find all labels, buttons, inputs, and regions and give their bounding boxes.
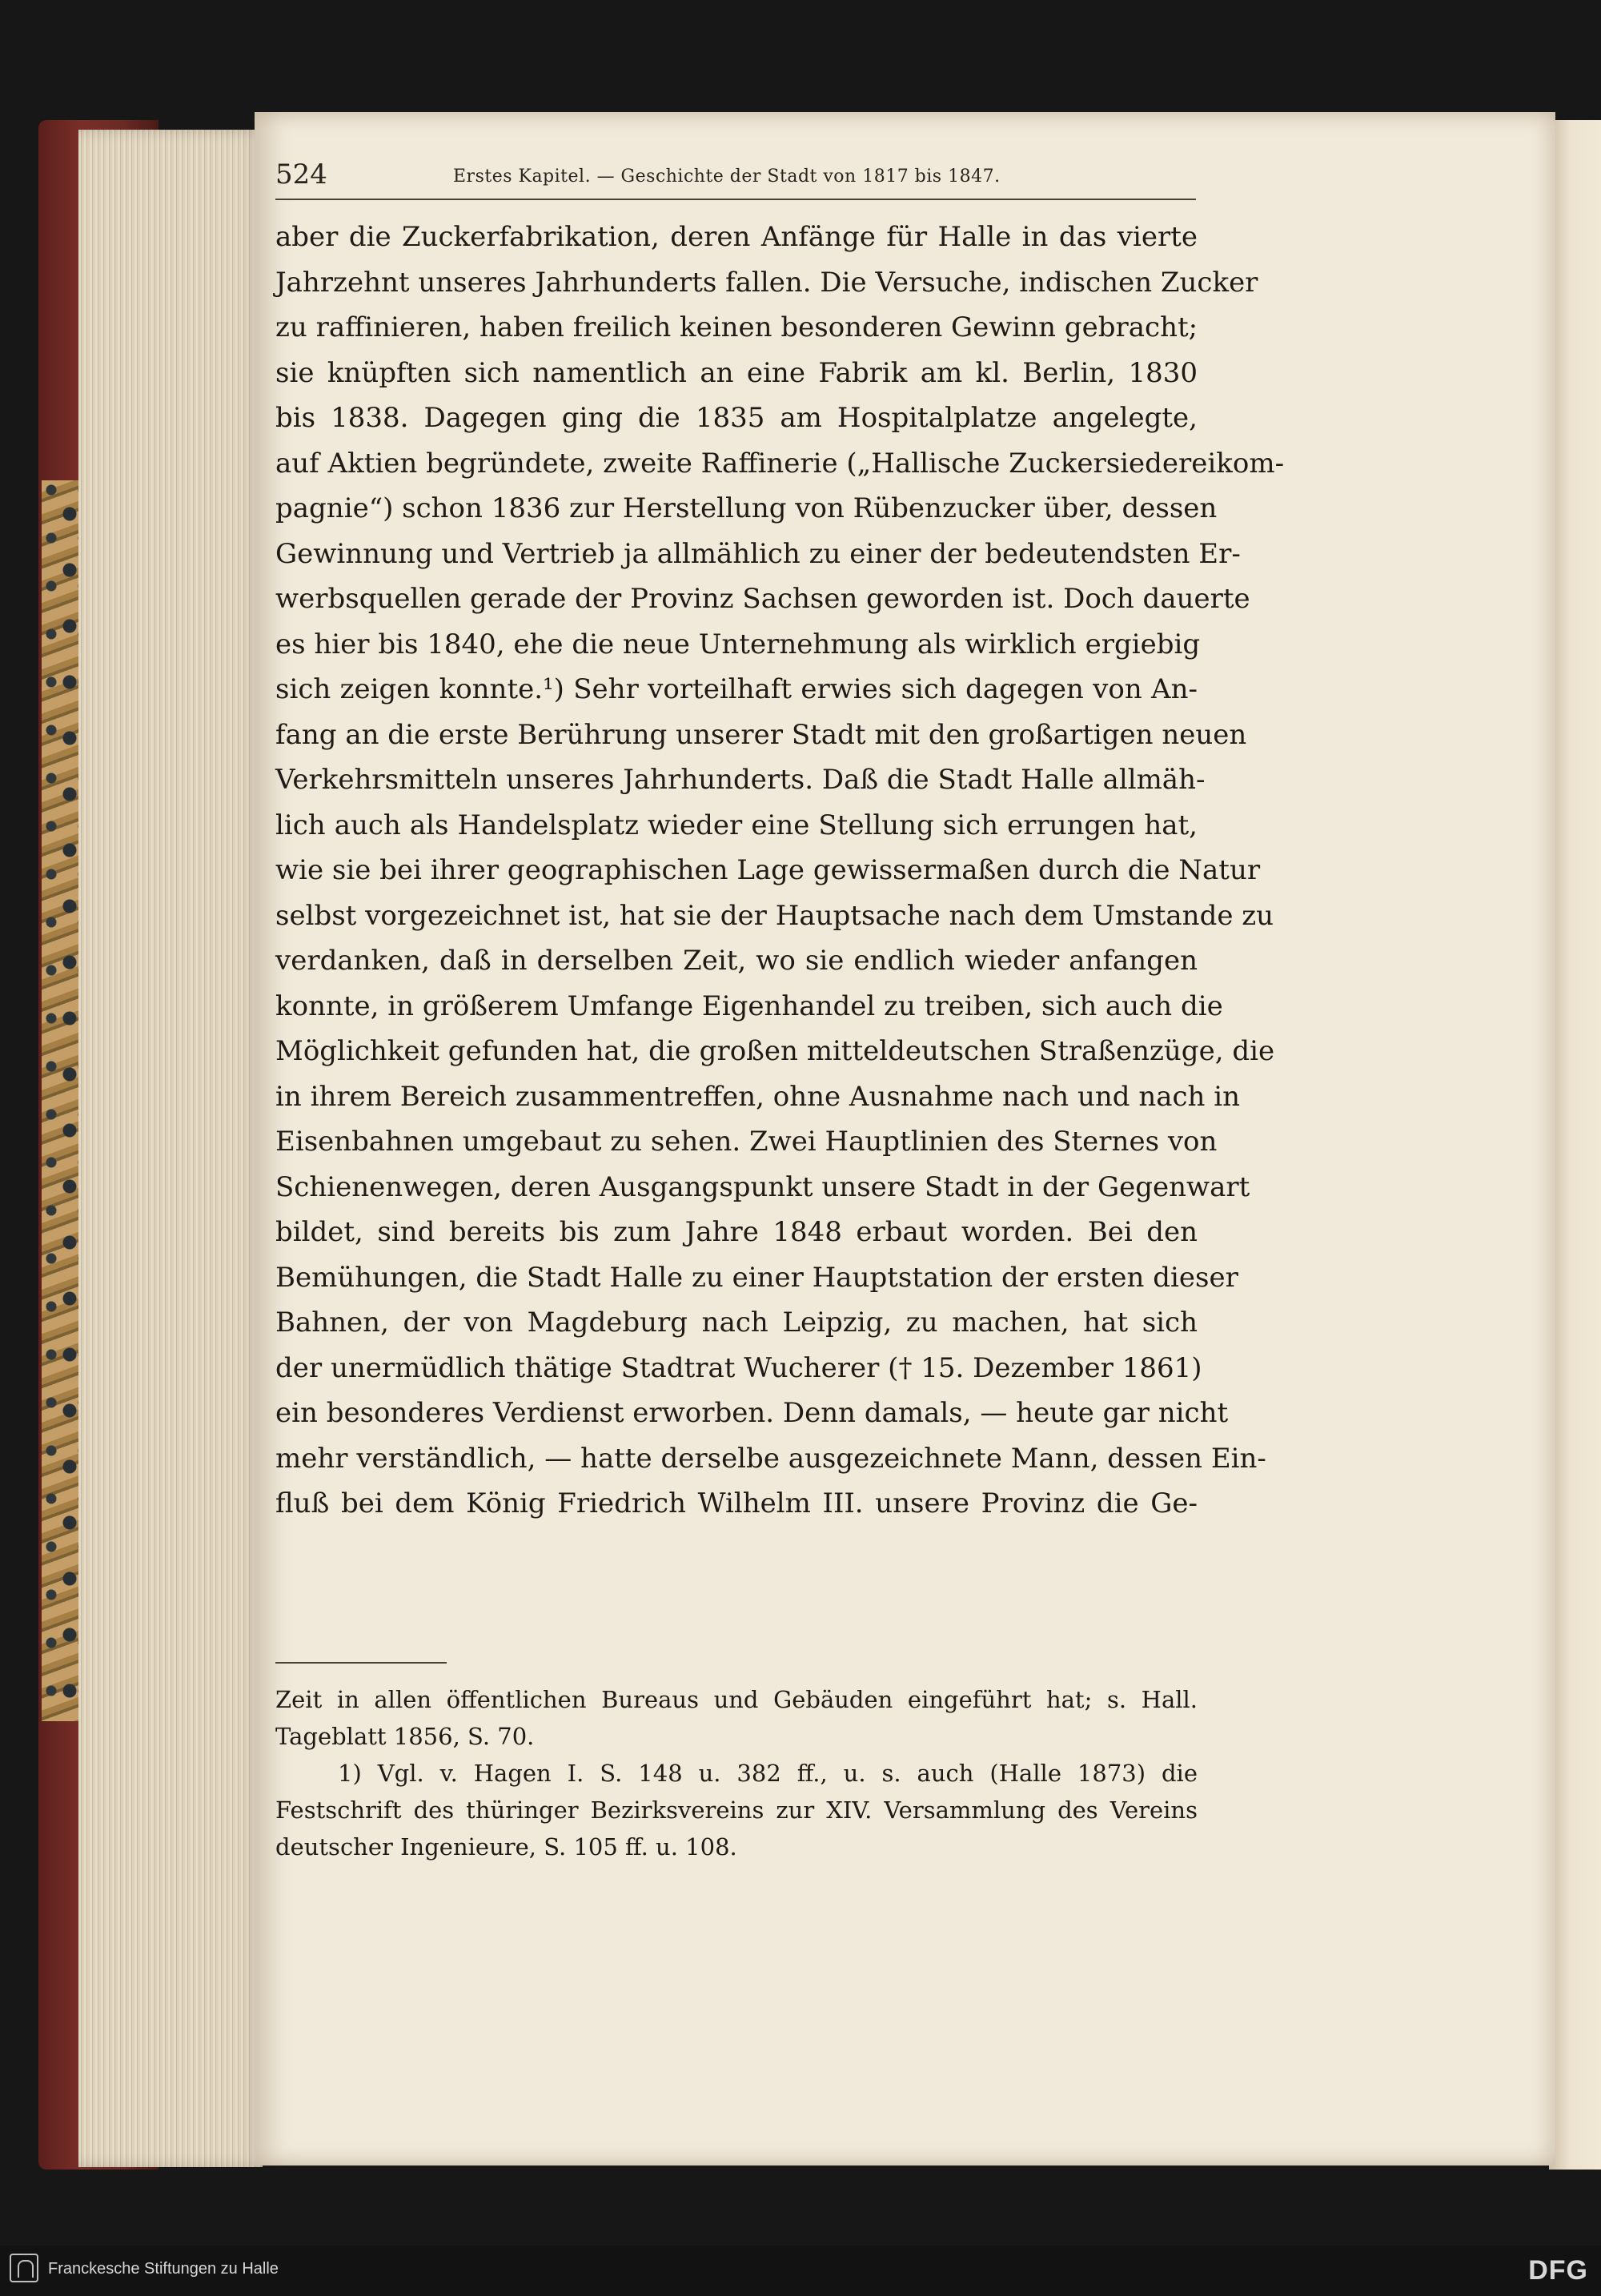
page-number: 524 xyxy=(275,159,327,191)
text-line: aber die Zuckerfabrikation, deren Anfänge für Halle in das vierte xyxy=(275,221,1198,253)
text-line: auf Aktien begründete, zweite Raffinerie („Hallische Zuckersiedereikom- xyxy=(275,447,1285,480)
text-line: Schienenwegen, deren Ausgangspunkt unsere Stadt in der Gegenwart xyxy=(275,1170,1250,1203)
text-line: der unermüdlich thätige Stadtrat Wucherer († 15. Dezember 1861) xyxy=(275,1351,1202,1384)
text-line: Bemühungen, die Stadt Halle zu einer Hauptstation der ersten dieser xyxy=(275,1261,1238,1294)
text-line: Möglichkeit gefunden hat, die großen mitteldeutschen Straßenzüge, die xyxy=(275,1035,1275,1067)
footnotes xyxy=(275,1681,1198,1865)
viewer-footer xyxy=(0,2246,1601,2296)
page-header xyxy=(275,157,1196,200)
footnote-line: 1) Vgl. v. Hagen I. S. 148 u. 382 ff., u. s. auch (Halle 1873) die xyxy=(338,1760,1198,1787)
text-line: Jahrzehnt unseres Jahrhunderts fallen. Die Versuche, indischen Zucker xyxy=(275,266,1258,299)
text-line: selbst vorgezeichnet ist, hat sie der Hauptsache nach dem Umstande zu xyxy=(275,899,1274,932)
text-line: pagnie“) schon 1836 zur Herstellung von Rübenzucker über, dessen xyxy=(275,492,1218,524)
text-line: es hier bis 1840, ehe die neue Unternehmung als wirklich ergiebig xyxy=(275,628,1201,660)
text-line: ein besonderes Verdienst erworben. Denn damals, — heute gar nicht xyxy=(275,1397,1229,1429)
text-line: fluß bei dem König Friedrich Wilhelm III. unsere Provinz die Ge- xyxy=(275,1487,1198,1519)
text-line: mehr verständlich, — hatte derselbe ausgezeichnete Mann, dessen Ein- xyxy=(275,1442,1266,1475)
text-line: lich auch als Handelsplatz wieder eine Stellung sich errungen hat, xyxy=(275,809,1198,841)
text-line: sie knüpften sich namentlich an eine Fabrik am kl. Berlin, 1830 xyxy=(275,356,1198,389)
dfg-logo: DFG xyxy=(1528,2255,1588,2286)
text-line: in ihrem Bereich zusammentreffen, ohne Ausnahme nach und nach in xyxy=(275,1080,1241,1113)
text-line: sich zeigen konnte.¹) Sehr vorteilhaft erwies sich dagegen von An- xyxy=(275,673,1198,705)
text-line: Bahnen, der von Magdeburg nach Leipzig, zu machen, hat sich xyxy=(275,1307,1198,1339)
text-line: fang an die erste Berührung unserer Stadt mit den großartigen neuen xyxy=(275,718,1247,751)
text-line: verdanken, daß in derselben Zeit, wo sie endlich wieder anfangen xyxy=(275,945,1198,977)
footnote-line: Zeit in allen öffentlichen Bureaus und Gebäuden eingeführt hat; s. Hall. xyxy=(275,1686,1198,1713)
text-line: wie sie bei ihrer geographischen Lage gewissermaßen durch die Natur xyxy=(275,854,1261,886)
text-line: werbsquellen gerade der Provinz Sachsen geworden ist. Doch dauerte xyxy=(275,583,1250,615)
text-line: Eisenbahnen umgebaut zu sehen. Zwei Hauptlinien des Sternes von xyxy=(275,1126,1218,1158)
institution-name: Franckesche Stiftungen zu Halle xyxy=(48,2260,279,2278)
text-line: bildet, sind bereits bis zum Jahre 1848 erbaut worden. Bei den xyxy=(275,1216,1198,1248)
text-line: zu raffinieren, haben freilich keinen besonderen Gewinn gebracht; xyxy=(275,311,1198,343)
page-edges xyxy=(78,130,263,2167)
text-line: konnte, in größerem Umfange Eigenhandel zu treiben, sich auch die xyxy=(275,989,1223,1022)
footnote-rule xyxy=(275,1662,447,1664)
footnote-line: Festschrift des thüringer Bezirksvereins zur XIV. Versammlung des Vereins xyxy=(275,1796,1198,1824)
text-line: Gewinnung und Vertrieb ja allmählich zu einer der bedeutendsten Er- xyxy=(275,537,1241,570)
text-line: bis 1838. Dagegen ging die 1835 am Hospitalplatze angelegte, xyxy=(275,402,1198,434)
institution-logo-icon xyxy=(10,2254,38,2282)
body-text xyxy=(275,215,1285,1527)
facing-page-edge xyxy=(1549,120,1601,2170)
running-head: Erstes Kapitel. — Geschichte der Stadt von 1817 bis 1847. xyxy=(453,167,1001,187)
text-line: Verkehrsmitteln unseres Jahrhunderts. Daß die Stadt Halle allmäh- xyxy=(275,764,1206,796)
footnote-line: deutscher Ingenieure, S. 105 ff. u. 108. xyxy=(275,1833,737,1860)
footnote-line: Tageblatt 1856, S. 70. xyxy=(275,1723,535,1750)
